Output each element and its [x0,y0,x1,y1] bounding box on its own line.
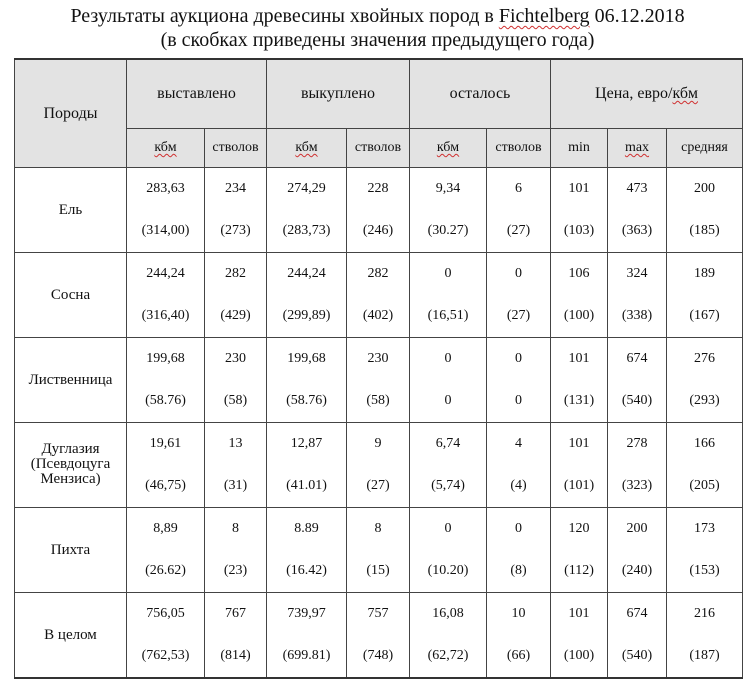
cell-current-price-avg: 276 [667,338,743,381]
cell-current-remaining-m3: 0 [410,338,487,381]
cell-current-bought-trunks: 282 [347,253,410,296]
cell-current-remaining-trunks: 4 [487,423,551,466]
cell-current-bought-trunks: 8 [347,508,410,551]
cell-previous-price-max: (540) [608,380,667,423]
cell-previous-bought-m3: (16.42) [267,550,347,593]
cell-previous-price-avg: (187) [667,635,743,678]
cell-previous-offered-m3: (46,75) [127,465,205,508]
cell-previous-remaining-trunks: (66) [487,635,551,678]
cell-previous-remaining-trunks: (4) [487,465,551,508]
species-label: Сосна [50,286,91,303]
table-row [15,168,743,211]
cell-previous-remaining-trunks: (27) [487,210,551,253]
cell-current-offered-trunks: 230 [205,338,267,381]
cell-current-offered-m3: 8,89 [127,508,205,551]
species-label: Лиственница [28,371,113,388]
cell-current-offered-trunks: 8 [205,508,267,551]
cell-current-offered-m3: 19,61 [127,423,205,466]
cell-current-remaining-m3: 0 [410,253,487,296]
header-bought: выкуплено [267,59,410,129]
header-bought-m3: кбм [267,129,347,168]
species-cell [15,168,127,253]
cell-previous-price-min: (112) [551,550,608,593]
cell-previous-offered-trunks: (31) [205,465,267,508]
header-row-groups [15,59,743,129]
cell-current-offered-m3: 244,24 [127,253,205,296]
cell-previous-price-min: (100) [551,635,608,678]
cell-current-price-min: 101 [551,168,608,211]
table-row [15,508,743,551]
cell-previous-remaining-trunks: (27) [487,295,551,338]
title-place: Fichtelberg [498,5,590,27]
cell-previous-remaining-m3: (62,72) [410,635,487,678]
cell-previous-offered-trunks: (23) [205,550,267,593]
title-date: 06.12.2018 [589,5,685,27]
cell-previous-offered-trunks: (429) [205,295,267,338]
table-row [15,593,743,636]
cell-previous-price-avg: (153) [667,550,743,593]
cell-previous-offered-m3: (26.62) [127,550,205,593]
cell-current-offered-trunks: 234 [205,168,267,211]
header-price-avg: средняя [667,129,743,168]
cell-current-price-min: 101 [551,593,608,636]
cell-previous-offered-m3: (314,00) [127,210,205,253]
header-remaining-trunks: стволов [487,129,551,168]
header-price-min: min [551,129,608,168]
title-line-1 [0,4,755,28]
cell-current-remaining-trunks: 0 [487,253,551,296]
species-cell [15,423,127,508]
title-prefix: Результаты аукциона древесины хвойных пород в [70,5,499,27]
cell-previous-remaining-m3: 0 [410,380,487,423]
cell-previous-offered-m3: (58.76) [127,380,205,423]
cell-previous-remaining-trunks: 0 [487,380,551,423]
cell-current-price-min: 120 [551,508,608,551]
cell-current-remaining-trunks: 0 [487,338,551,381]
cell-current-offered-trunks: 282 [205,253,267,296]
cell-current-bought-m3: 199,68 [267,338,347,381]
cell-previous-bought-trunks: (15) [347,550,410,593]
cell-current-price-avg: 173 [667,508,743,551]
cell-current-remaining-m3: 6,74 [410,423,487,466]
header-offered: выставлено [127,59,267,129]
cell-previous-price-max: (363) [608,210,667,253]
cell-previous-price-max: (338) [608,295,667,338]
header-species: Породы [15,59,127,168]
cell-previous-bought-m3: (283,73) [267,210,347,253]
cell-current-offered-m3: 283,63 [127,168,205,211]
cell-previous-price-avg: (205) [667,465,743,508]
cell-current-offered-m3: 756,05 [127,593,205,636]
cell-current-price-max: 278 [608,423,667,466]
header-offered-m3: кбм [127,129,205,168]
cell-previous-bought-trunks: (58) [347,380,410,423]
species-cell [15,508,127,593]
cell-previous-bought-trunks: (246) [347,210,410,253]
cell-previous-bought-m3: (58.76) [267,380,347,423]
cell-previous-price-max: (323) [608,465,667,508]
species-cell [15,593,127,679]
cell-current-price-max: 473 [608,168,667,211]
cell-previous-price-min: (131) [551,380,608,423]
cell-previous-remaining-m3: (5,74) [410,465,487,508]
cell-previous-bought-trunks: (402) [347,295,410,338]
header-price: Цена, евро/кбм [551,59,743,129]
cell-previous-price-min: (100) [551,295,608,338]
cell-current-bought-trunks: 228 [347,168,410,211]
species-label: Ель [58,201,83,218]
species-cell [15,253,127,338]
document-title [0,4,755,52]
cell-current-price-max: 674 [608,338,667,381]
auction-results-table [14,58,743,679]
cell-previous-price-avg: (167) [667,295,743,338]
cell-current-remaining-trunks: 10 [487,593,551,636]
header-remaining-m3: кбм [410,129,487,168]
cell-current-bought-m3: 274,29 [267,168,347,211]
cell-current-bought-trunks: 230 [347,338,410,381]
cell-previous-price-max: (240) [608,550,667,593]
cell-previous-remaining-m3: (10.20) [410,550,487,593]
cell-previous-remaining-m3: (30.27) [410,210,487,253]
cell-previous-price-max: (540) [608,635,667,678]
cell-current-bought-m3: 739,97 [267,593,347,636]
cell-previous-remaining-m3: (16,51) [410,295,487,338]
header-offered-trunks: стволов [205,129,267,168]
cell-current-bought-trunks: 9 [347,423,410,466]
cell-current-bought-trunks: 757 [347,593,410,636]
cell-current-remaining-m3: 16,08 [410,593,487,636]
cell-current-remaining-trunks: 0 [487,508,551,551]
species-label: Пихта [50,541,91,558]
cell-current-price-avg: 216 [667,593,743,636]
table-row [15,253,743,296]
species-cell [15,338,127,423]
cell-previous-offered-trunks: (58) [205,380,267,423]
cell-previous-bought-trunks: (27) [347,465,410,508]
cell-current-offered-trunks: 767 [205,593,267,636]
cell-previous-price-min: (103) [551,210,608,253]
header-remaining: осталось [410,59,551,129]
cell-previous-price-avg: (185) [667,210,743,253]
species-label: Дуглазия (Псевдоцуга Мензиса) [30,441,111,487]
cell-current-price-min: 101 [551,423,608,466]
cell-current-price-min: 106 [551,253,608,296]
cell-previous-offered-trunks: (273) [205,210,267,253]
species-label: В целом [44,626,97,643]
cell-current-price-avg: 166 [667,423,743,466]
cell-previous-offered-m3: (762,53) [127,635,205,678]
cell-current-offered-m3: 199,68 [127,338,205,381]
cell-previous-price-avg: (293) [667,380,743,423]
table-row [15,423,743,466]
table-row [15,338,743,381]
cell-current-bought-m3: 8.89 [267,508,347,551]
cell-current-price-min: 101 [551,338,608,381]
title-line-2: (в скобках приведены значения предыдущего года) [160,29,595,51]
cell-previous-bought-m3: (41.01) [267,465,347,508]
cell-current-bought-m3: 244,24 [267,253,347,296]
cell-previous-bought-trunks: (748) [347,635,410,678]
cell-current-price-avg: 189 [667,253,743,296]
cell-previous-bought-m3: (299,89) [267,295,347,338]
cell-current-offered-trunks: 13 [205,423,267,466]
header-bought-trunks: стволов [347,129,410,168]
cell-previous-offered-m3: (316,40) [127,295,205,338]
header-price-max: max [608,129,667,168]
cell-current-price-max: 324 [608,253,667,296]
cell-current-price-max: 674 [608,593,667,636]
cell-previous-price-min: (101) [551,465,608,508]
cell-current-price-max: 200 [608,508,667,551]
cell-current-remaining-m3: 0 [410,508,487,551]
cell-current-remaining-m3: 9,34 [410,168,487,211]
cell-current-price-avg: 200 [667,168,743,211]
table-body [15,168,743,679]
cell-current-remaining-trunks: 6 [487,168,551,211]
cell-previous-remaining-trunks: (8) [487,550,551,593]
cell-previous-bought-m3: (699.81) [267,635,347,678]
cell-current-bought-m3: 12,87 [267,423,347,466]
cell-previous-offered-trunks: (814) [205,635,267,678]
